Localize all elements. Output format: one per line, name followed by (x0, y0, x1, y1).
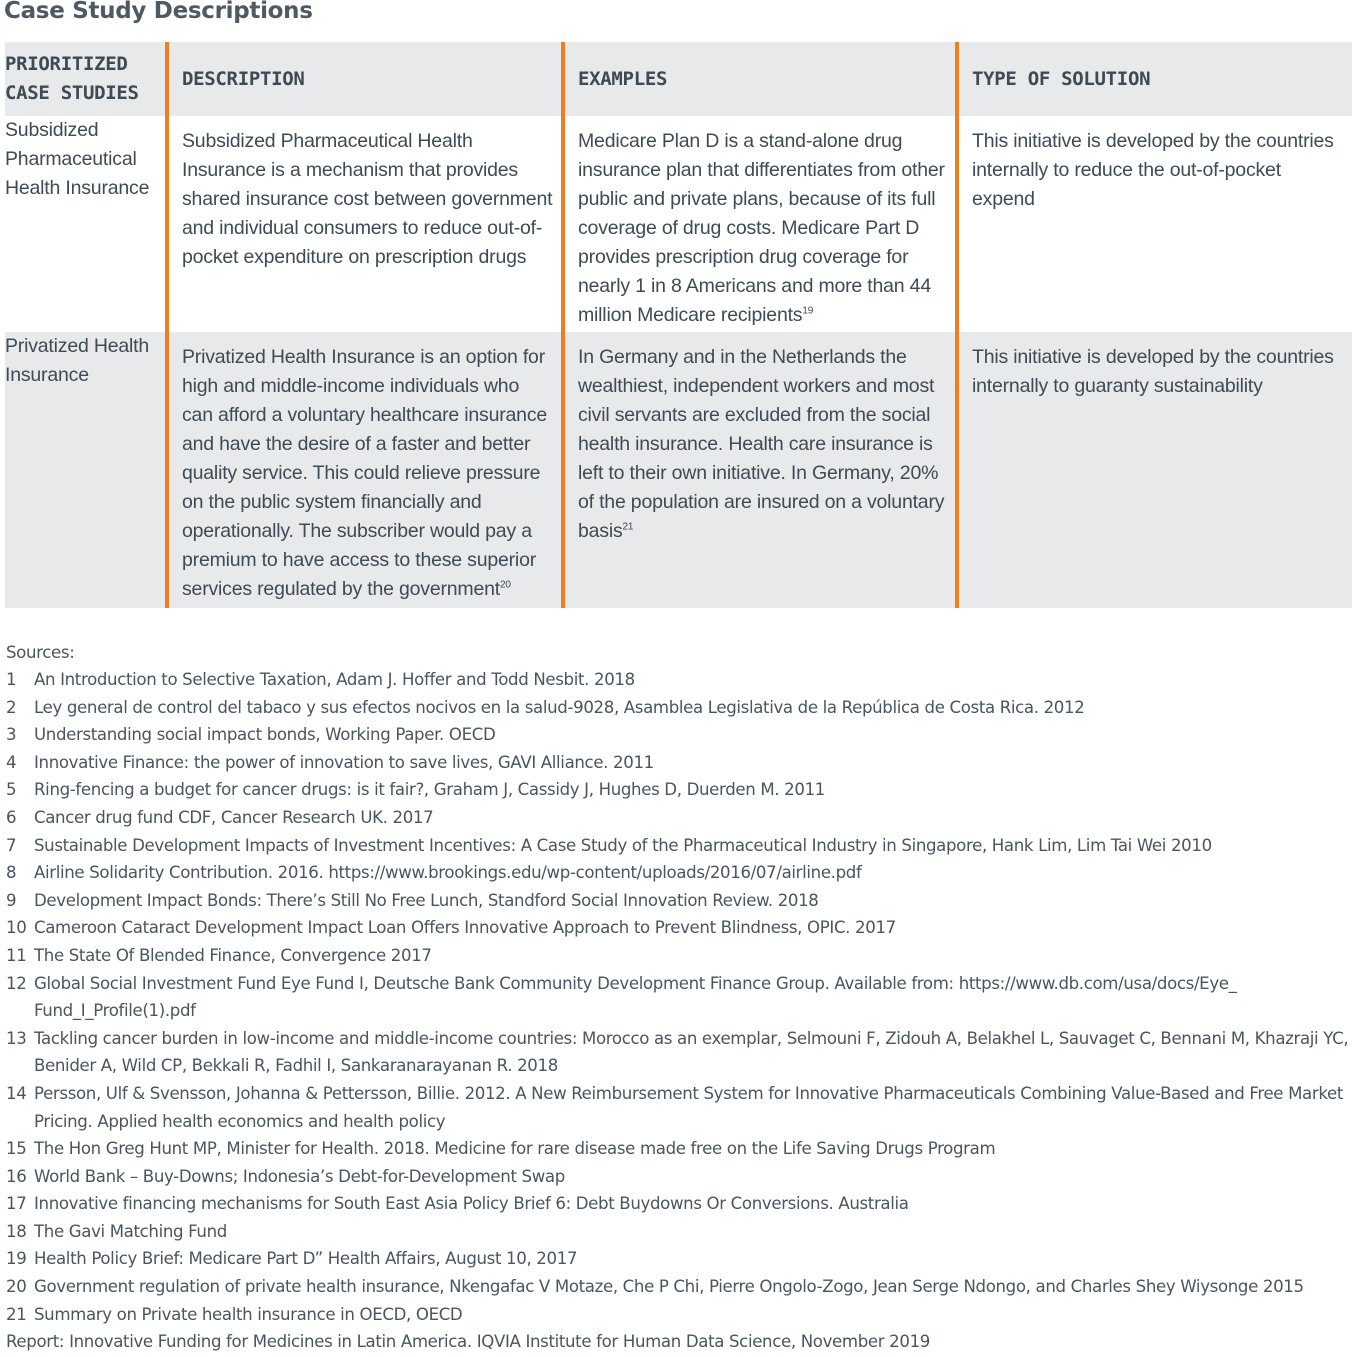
source-number: 3 (6, 725, 17, 745)
source-text: An Introduction to Selective Taxation, Adam J. Hoffer and Todd Nesbit. 2018 (34, 670, 635, 689)
table-row (5, 116, 1352, 332)
source-item (6, 832, 1352, 860)
footnote-ref: 19 (802, 305, 814, 317)
source-text: Persson, Ulf & Svensson, Johanna & Pettersson, Billie. 2012. A New Reimbursement System for Innovative Pharmaceuticals Combining Value-Based and Free Market Pricing. Applied health economics and health policy (34, 1083, 1344, 1131)
footnote-ref: 21 (622, 521, 634, 533)
source-number: 17 (6, 1194, 27, 1214)
footnote-ref: 20 (499, 579, 511, 591)
case-name: Privatized Health Insurance (5, 332, 167, 608)
case-solution: This initiative is developed by the countries internally to guaranty sustainability (957, 332, 1352, 608)
header-description: DESCRIPTION (167, 42, 563, 116)
source-number: 18 (6, 1221, 27, 1241)
source-text: The Gavi Matching Fund (34, 1221, 227, 1241)
source-text: Global Social Investment Fund Eye Fund I, Deutsche Bank Community Development Finance Group. Available from: https://www.db.com/usa/docs/Eye_ Fund_I_Profile(1).pdf (34, 973, 1237, 1021)
source-number: 12 (6, 973, 27, 993)
sources-section (6, 640, 1352, 1356)
source-item (6, 1218, 1352, 1246)
source-text: Cameroon Cataract Development Impact Loan Offers Innovative Approach to Prevent Blindness, OPIC. 2017 (34, 918, 896, 938)
source-number: 2 (6, 697, 17, 717)
source-item (6, 1190, 1352, 1218)
case-description: Subsidized Pharmaceutical Health Insurance is a mechanism that provides shared insurance cost between government and individual consumers to reduce out-of-pocket expenditure on prescription drugs (167, 116, 563, 332)
source-item (6, 721, 1352, 749)
source-text: Government regulation of private health insurance, Nkengafac V Motaze, Che P Chi, Pierre Ongolo-Zogo, Jean Serge Ndongo, and Charles Shey Wiysonge 2015 (34, 1277, 1304, 1297)
source-text: Tackling cancer burden in low-income and middle-income countries: Morocco as an exemplar, Selmouni F, Zidouh A, Belakhel L, Sauvaget C, Bennani M, Khazraji YC, Benider A, Wild CP, Bekkali R, Fadhil I, Sankaranarayanan R. 2018 (34, 1028, 1349, 1076)
source-number: 19 (6, 1249, 27, 1269)
source-text: Summary on Private health insurance in OECD, OECD (34, 1304, 463, 1324)
source-number: 5 (6, 780, 17, 800)
source-item (6, 804, 1352, 832)
source-text: Innovative Finance: the power of innovation to save lives, GAVI Alliance. 2011 (34, 752, 654, 772)
source-text: Health Policy Brief: Medicare Part D” Health Affairs, August 10, 2017 (34, 1249, 578, 1269)
source-item (6, 942, 1352, 970)
source-number: 14 (6, 1083, 27, 1103)
source-text: Ley general de control del tabaco y sus efectos nocivos en la salud-9028, Asamblea Legislativa de la República de Costa Rica. 2012 (34, 697, 1085, 717)
case-examples: Medicare Plan D is a stand-alone drug insurance plan that differentiates from other public and private plans, because of its full coverage of drug costs. Medicare Part D provides prescription drug coverage for nearly 1 in 8 Americans and more than 44 million Medicare recipients$^{19}$ (563, 116, 957, 332)
source-number: 21 (6, 1304, 27, 1324)
source-item (6, 1080, 1352, 1135)
source-item (6, 887, 1352, 915)
case-description: Privatized Health Insurance is an option for high and middle-income individuals who can afford a voluntary healthcare insurance and have the desire of a faster and better quality service. This could relieve pressure on the public system financially and operationally. The subscriber would pay a premium to have access to these superior services regulated by the government$^{20}$ (167, 332, 563, 608)
source-item (6, 666, 1352, 694)
page-title: Case Study Descriptions (4, 0, 313, 24)
sources-label: Sources: (6, 643, 75, 662)
source-item (6, 859, 1352, 887)
report-citation: Report: Innovative Funding for Medicines in Latin America. IQVIA Institute for Human Data Science, November 2019 (6, 1332, 930, 1352)
source-number: 7 (6, 835, 17, 855)
source-item (6, 1025, 1352, 1080)
source-number: 6 (6, 807, 17, 827)
header-prioritized-case-studies: PRIORITIZED CASE STUDIES (5, 42, 167, 116)
table-header-row (5, 42, 1352, 116)
table-row (5, 332, 1352, 608)
source-number: 13 (6, 1028, 27, 1048)
case-name: Subsidized Pharmaceutical Health Insurance (5, 116, 167, 332)
source-text: The Hon Greg Hunt MP, Minister for Health. 2018. Medicine for rare disease made free on the Life Saving Drugs Program (34, 1139, 996, 1159)
source-text: Sustainable Development Impacts of Investment Incentives: A Case Study of the Pharmaceutical Industry in Singapore, Hank Lim, Lim Tai Wei 2010 (34, 835, 1212, 855)
source-number: 16 (6, 1166, 27, 1186)
source-number: 20 (6, 1277, 27, 1297)
sources-list (6, 666, 1352, 1328)
header-type-of-solution: TYPE OF SOLUTION (957, 42, 1352, 116)
source-number: 9 (6, 890, 17, 910)
source-item (6, 1273, 1352, 1301)
source-item (6, 1135, 1352, 1163)
case-examples: In Germany and in the Netherlands the wealthiest, independent workers and most civil servants are excluded from the social health insurance. Health care insurance is left to their own initiative. In Germany, 20% of the population are insured on a voluntary basis$^{21}$ (563, 332, 957, 608)
source-item (6, 1245, 1352, 1273)
source-item (6, 1301, 1352, 1329)
source-number: 1 (6, 670, 17, 689)
source-text: Innovative financing mechanisms for South East Asia Policy Brief 6: Debt Buydowns Or Conversions. Australia (34, 1194, 909, 1214)
source-number: 11 (6, 945, 27, 965)
source-item (6, 776, 1352, 804)
source-text: World Bank – Buy-Downs; Indonesia’s Debt-for-Development Swap (34, 1166, 565, 1186)
source-item (6, 914, 1352, 942)
source-item (6, 694, 1352, 722)
source-text: Cancer drug fund CDF, Cancer Research UK. 2017 (34, 807, 434, 827)
source-item (6, 749, 1352, 777)
source-number: 8 (6, 863, 17, 883)
case-study-table (5, 42, 1352, 608)
case-solution: This initiative is developed by the countries internally to reduce the out-of-pocket expend (957, 116, 1352, 332)
source-text: The State Of Blended Finance, Convergence 2017 (34, 945, 432, 965)
source-number: 10 (6, 918, 27, 938)
header-examples: EXAMPLES (563, 42, 957, 116)
source-number: 15 (6, 1139, 27, 1159)
source-text: Development Impact Bonds: There’s Still No Free Lunch, Standford Social Innovation Review. 2018 (34, 890, 819, 910)
source-text: Airline Solidarity Contribution. 2016. https://www.brookings.edu/wp-content/uploads/2016/07/airline.pdf (34, 863, 862, 883)
source-text: Understanding social impact bonds, Working Paper. OECD (34, 725, 496, 745)
source-number: 4 (6, 752, 17, 772)
source-text: Ring-fencing a budget for cancer drugs: is it fair?, Graham J, Cassidy J, Hughes D, Duerden M. 2011 (34, 780, 825, 800)
source-item (6, 1163, 1352, 1191)
source-item (6, 970, 1352, 1025)
